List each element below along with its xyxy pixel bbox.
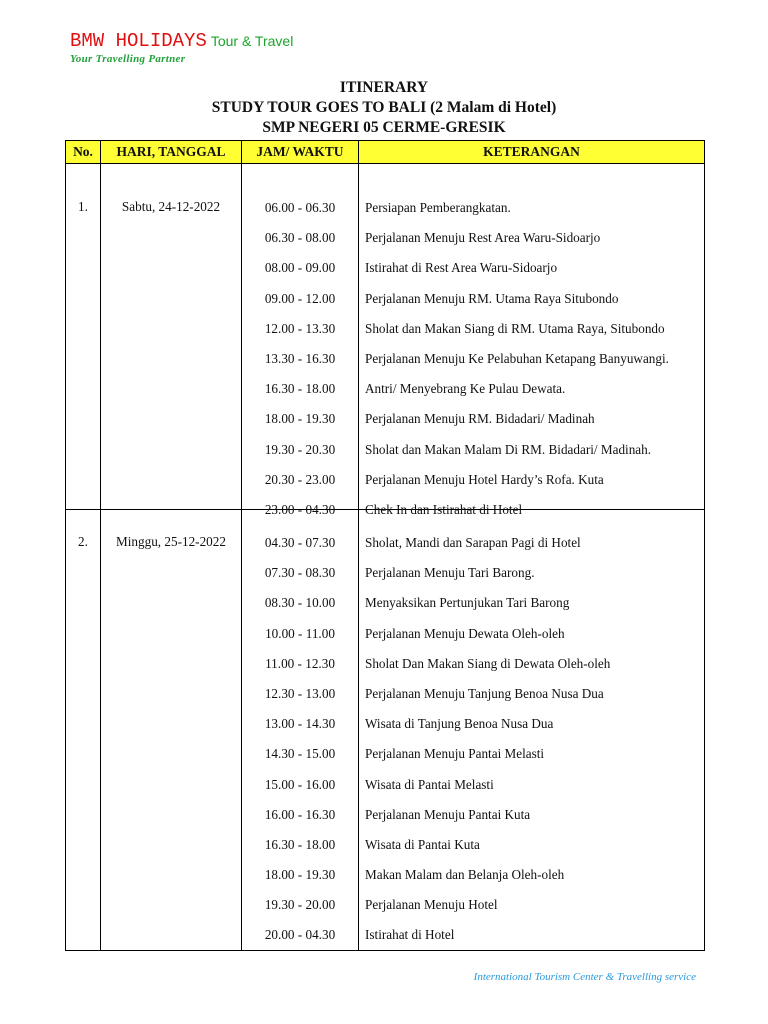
time-slot: 04.30 - 07.30	[264, 535, 336, 550]
time-slot: 10.00 - 11.00	[265, 625, 335, 641]
activity-description: Antri/ Menyebrang Ke Pulau Dewata.	[365, 381, 566, 397]
time-slot: 09.00 - 12.00	[264, 290, 336, 306]
activity-description: Perjalanan Menuju Dewata Oleh-oleh	[365, 625, 565, 641]
document-title	[0, 78, 768, 138]
time-slot: 14.30 - 15.00	[264, 746, 336, 762]
time-slot: 19.30 - 20.00	[264, 897, 336, 913]
activity-description: Perjalanan Menuju Ke Pelabuhan Ketapang Banyuwangi.	[365, 350, 669, 366]
footer-text: International Tourism Center & Travelling service	[473, 971, 696, 983]
header-day: HARI, TANGGAL	[101, 141, 242, 163]
time-slot: 20.00 - 04.30	[264, 927, 336, 943]
activity-description: Perjalanan Menuju RM. Bidadari/ Madinah	[365, 411, 595, 427]
description-column	[359, 510, 704, 950]
activity-description: Sholat dan Makan Siang di RM. Utama Raya, Situbondo	[365, 320, 665, 336]
activity-description: Sholat dan Makan Malam Di RM. Bidadari/ Madinah.	[365, 441, 652, 457]
activity-description: Perjalanan Menuju RM. Utama Raya Situbondo	[365, 290, 619, 306]
time-slot: 16.30 - 18.00	[264, 836, 336, 852]
title-line-3: SMP NEGERI 05 CERME-GRESIK	[262, 119, 506, 136]
brand-header	[70, 30, 293, 52]
activity-description: Perjalanan Menuju Pantai Kuta	[365, 806, 531, 822]
activity-description: Istirahat di Hotel	[365, 927, 455, 943]
activity-description: Perjalanan Menuju Rest Area Waru-Sidoarjo	[365, 230, 601, 246]
activity-description: Persiapan Pemberangkatan.	[365, 200, 511, 215]
header-description: KETERANGAN	[483, 144, 580, 159]
brand-subtitle: Tour & Travel	[210, 33, 294, 49]
day-group-2	[66, 509, 704, 950]
time-slot: 11.00 - 12.30	[265, 655, 335, 671]
time-slot: 23.00 - 04.30	[264, 501, 336, 517]
activity-description: Perjalanan Menuju Tanjung Benoa Nusa Dua	[365, 685, 604, 701]
activity-description: Sholat Dan Makan Siang di Dewata Oleh-oleh	[365, 655, 611, 671]
time-slot: 12.00 - 13.30	[264, 320, 336, 336]
header-time: JAM/ WAKTU	[242, 141, 359, 163]
activity-description: Sholat, Mandi dan Sarapan Pagi di Hotel	[365, 535, 581, 550]
time-slot: 16.30 - 18.00	[264, 381, 336, 397]
title-line-2: STUDY TOUR GOES TO BALI (2 Malam di Hotel)	[211, 99, 557, 116]
activity-description: Wisata di Pantai Kuta	[365, 836, 480, 852]
activity-description: Perjalanan Menuju Pantai Melasti	[365, 746, 545, 762]
table-header-row	[66, 141, 704, 164]
title-line-1: ITINERARY	[339, 79, 429, 96]
time-slot: 20.30 - 23.00	[264, 471, 336, 487]
time-slot: 08.00 - 09.00	[264, 260, 336, 276]
time-slot: 19.30 - 20.30	[264, 441, 336, 457]
time-slot: 18.00 - 19.30	[264, 411, 336, 427]
activity-description: Istirahat di Rest Area Waru-Sidoarjo	[365, 260, 558, 276]
time-slot: 06.00 - 06.30	[264, 200, 336, 215]
time-slot: 18.00 - 19.30	[264, 867, 336, 883]
activity-description: Perjalanan Menuju Hotel	[365, 897, 498, 913]
time-slot: 13.00 - 14.30	[264, 716, 336, 732]
time-slot: 06.30 - 08.00	[264, 230, 336, 246]
activity-description: Chek In dan Istirahat di Hotel	[365, 501, 523, 517]
time-slot: 12.30 - 13.00	[264, 685, 336, 701]
time-slot: 07.30 - 08.30	[264, 565, 336, 581]
time-slot: 15.00 - 16.00	[264, 776, 336, 792]
day-number: 2.	[66, 510, 101, 950]
time-slot: 13.30 - 16.30	[264, 350, 336, 366]
time-column	[242, 510, 359, 950]
time-column	[242, 164, 359, 517]
header-no: No.	[66, 141, 101, 163]
day-date: Minggu, 25-12-2022	[101, 510, 242, 950]
activity-description: Wisata di Tanjung Benoa Nusa Dua	[365, 716, 554, 732]
time-slot: 08.30 - 10.00	[264, 595, 336, 611]
activity-description: Perjalanan Menuju Tari Barong.	[365, 565, 535, 581]
brand-name: BMW HOLIDAYS	[70, 30, 207, 52]
activity-description: Perjalanan Menuju Hotel Hardy’s Rofa. Kuta	[365, 471, 604, 487]
day-number: 1.	[66, 164, 101, 509]
day-date: Sabtu, 24-12-2022	[101, 164, 242, 509]
activity-description: Menyaksikan Pertunjukan Tari Barong	[365, 595, 570, 611]
activity-description: Wisata di Pantai Melasti	[365, 776, 494, 792]
time-slot: 16.00 - 16.30	[264, 806, 336, 822]
activity-description: Makan Malam dan Belanja Oleh-oleh	[365, 867, 565, 883]
brand-tagline: Your Travelling Partner	[70, 53, 186, 65]
day-group-1	[66, 164, 704, 517]
itinerary-table	[65, 140, 705, 951]
description-column	[359, 164, 704, 517]
